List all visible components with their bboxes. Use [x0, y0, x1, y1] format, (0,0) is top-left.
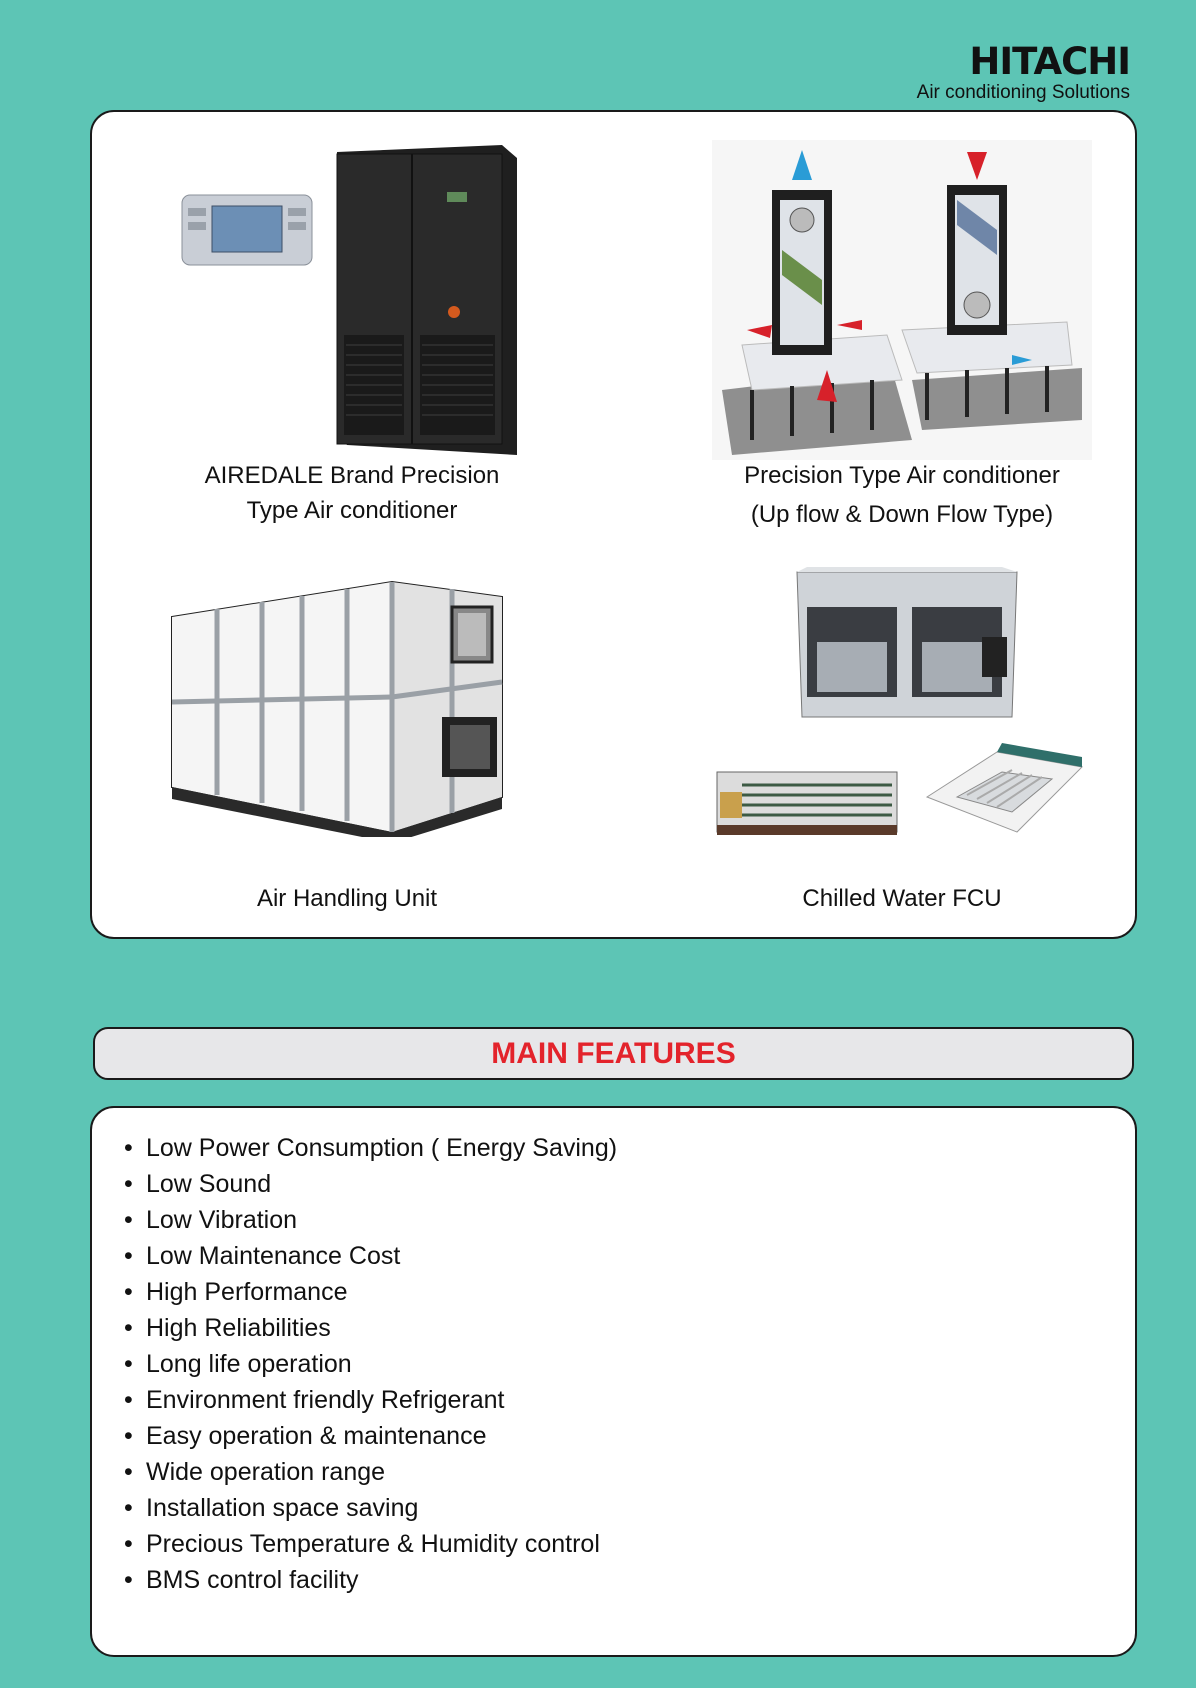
- product-air-handling-unit: [147, 567, 547, 916]
- feature-item: • Low Sound: [124, 1166, 1135, 1202]
- feature-item: • High Reliabilities: [124, 1310, 1135, 1346]
- feature-item: • BMS control facility: [124, 1562, 1135, 1598]
- product-caption-line: Precision Type Air conditioner: [744, 462, 1060, 489]
- product-caption-line: Type Air conditioner: [246, 497, 458, 524]
- feature-item: • High Performance: [124, 1274, 1135, 1310]
- brand-tagline: Air conditioning Solutions: [916, 82, 1130, 103]
- product-chilled-water-fcu: [712, 567, 1092, 916]
- feature-item: • Low Power Consumption ( Energy Saving): [124, 1130, 1135, 1166]
- fan-coil-units-image: [712, 567, 1092, 857]
- feature-item: • Low Maintenance Cost: [124, 1238, 1135, 1274]
- main-features-title: MAIN FEATURES: [491, 1037, 736, 1070]
- features-list: [92, 1108, 1135, 1598]
- product-upflow-downflow: [712, 140, 1092, 532]
- air-handling-unit-image: [162, 567, 532, 837]
- product-caption-line: (Up flow & Down Flow Type): [750, 501, 1054, 528]
- main-features-banner: [93, 1027, 1134, 1080]
- product-caption-line: AIREDALE Brand Precision: [204, 462, 500, 489]
- feature-item: • Installation space saving: [124, 1490, 1135, 1526]
- feature-item: • Easy operation & maintenance: [124, 1418, 1135, 1454]
- precision-ac-image: [172, 140, 532, 460]
- feature-item: • Low Vibration: [124, 1202, 1135, 1238]
- features-panel: [90, 1106, 1137, 1657]
- upflow-downflow-image: [712, 140, 1092, 460]
- feature-item: • Long life operation: [124, 1346, 1135, 1382]
- feature-item: • Environment friendly Refrigerant: [124, 1382, 1135, 1418]
- brand-name: HITACHI: [969, 40, 1130, 83]
- products-panel: [90, 110, 1137, 939]
- product-caption-line: Air Handling Unit: [256, 885, 438, 912]
- product-precision-ac: [152, 140, 552, 528]
- feature-item: • Wide operation range: [124, 1454, 1135, 1490]
- hitachi-logo: [900, 42, 1130, 104]
- product-caption-line: Chilled Water FCU: [802, 885, 1002, 912]
- feature-item: • Precious Temperature & Humidity control: [124, 1526, 1135, 1562]
